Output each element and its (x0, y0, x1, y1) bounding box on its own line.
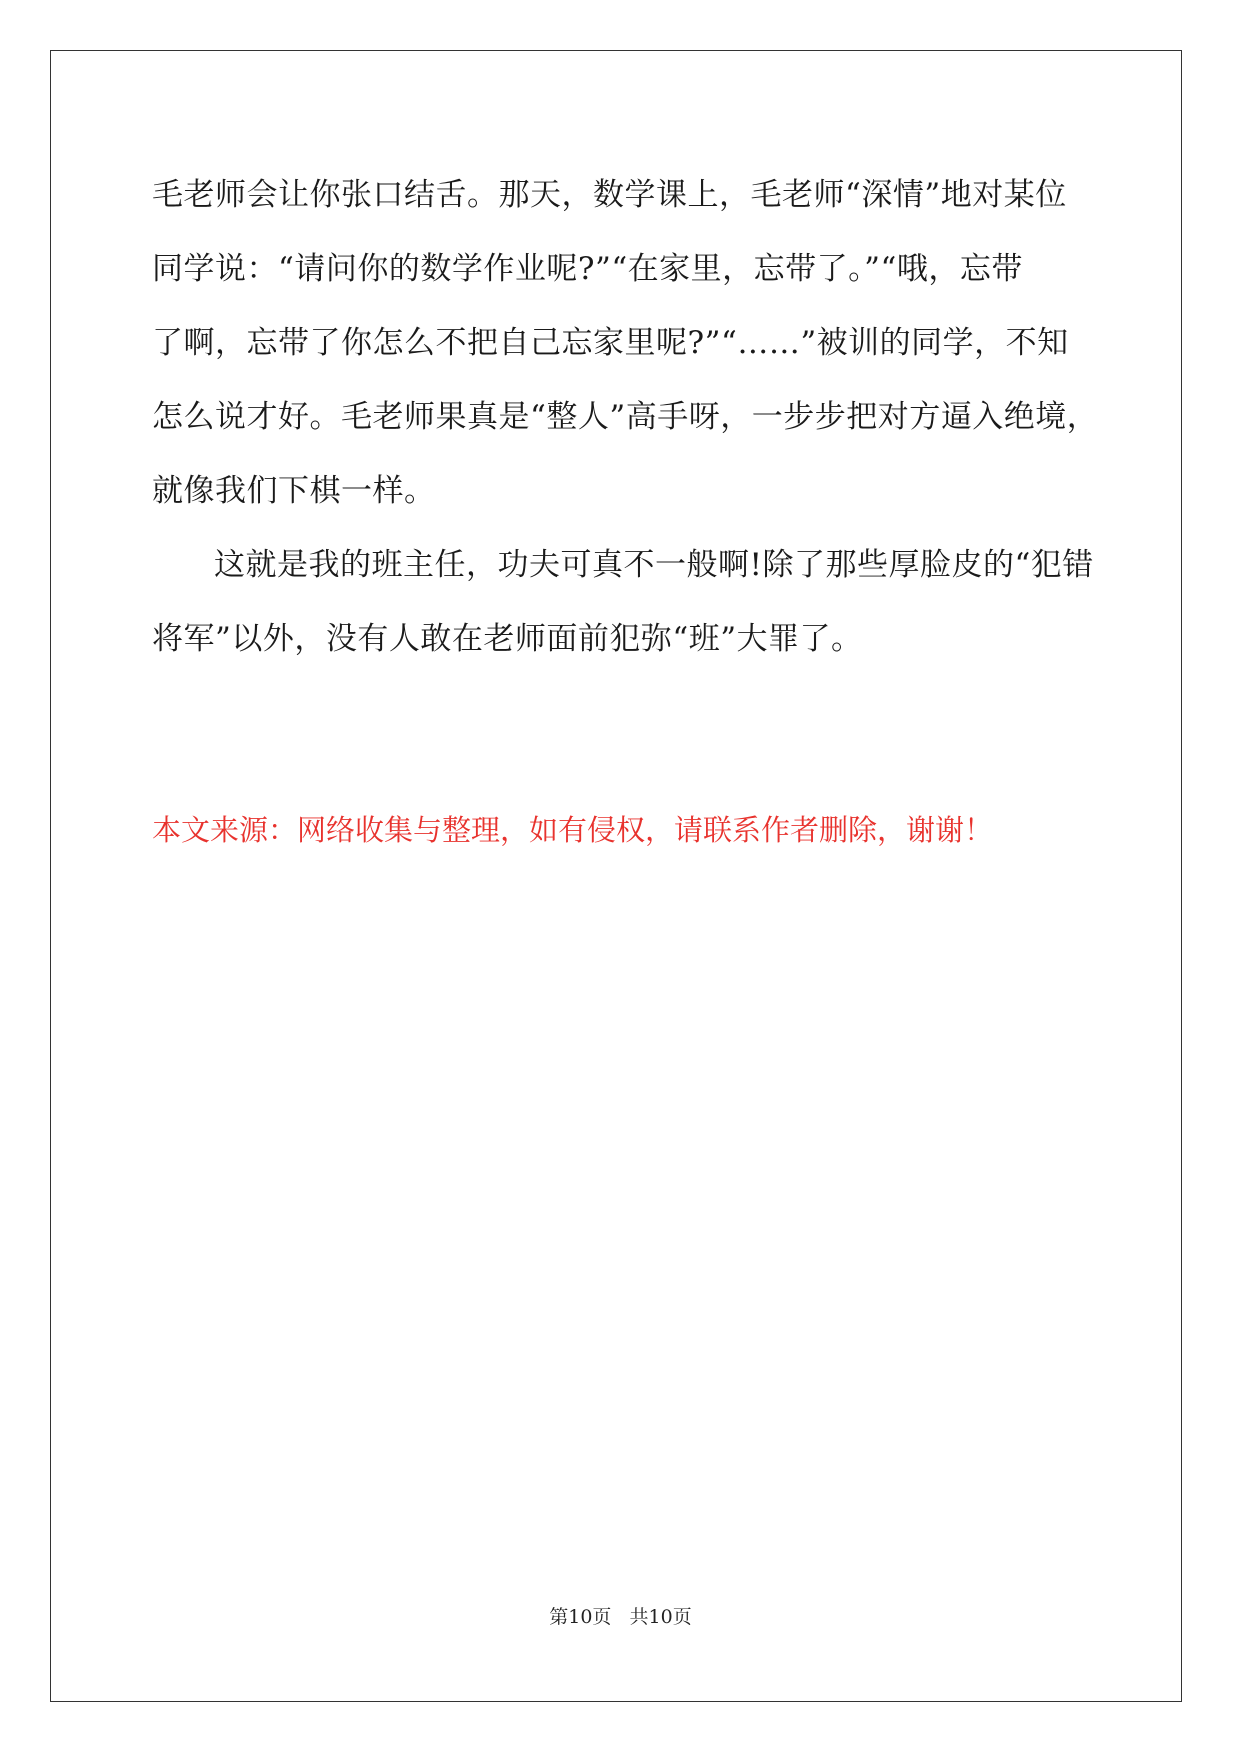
text-line: 同学说：“请问你的数学作业呢?”“在家里，忘带了。”“哦，忘带 (152, 251, 1023, 287)
text-line: 了啊，忘带了你怎么不把自己忘家里呢?”“……”被训的同学，不知 (152, 325, 1069, 361)
text-line: 将军”以外，没有人敢在老师面前犯弥“班”大罪了。 (152, 621, 863, 657)
text-line: 毛老师会让你张口结舌。那天，数学课上，毛老师“深情”地对某位 (152, 177, 1067, 213)
text-line: 这就是我的班主任，功夫可真不一般啊!除了那些厚脸皮的“犯错 (214, 547, 1094, 583)
source-notice: 本文来源：网络收集与整理，如有侵权，请联系作者删除，谢谢！ (152, 813, 994, 847)
text-line: 怎么说才好。毛老师果真是“整人”高手呀，一步步把对方逼入绝境， (152, 399, 1099, 435)
document-body (152, 158, 1099, 676)
page-footer: 第10页 共10页 (549, 1606, 692, 1628)
text-line: 就像我们下棋一样。 (152, 473, 436, 509)
